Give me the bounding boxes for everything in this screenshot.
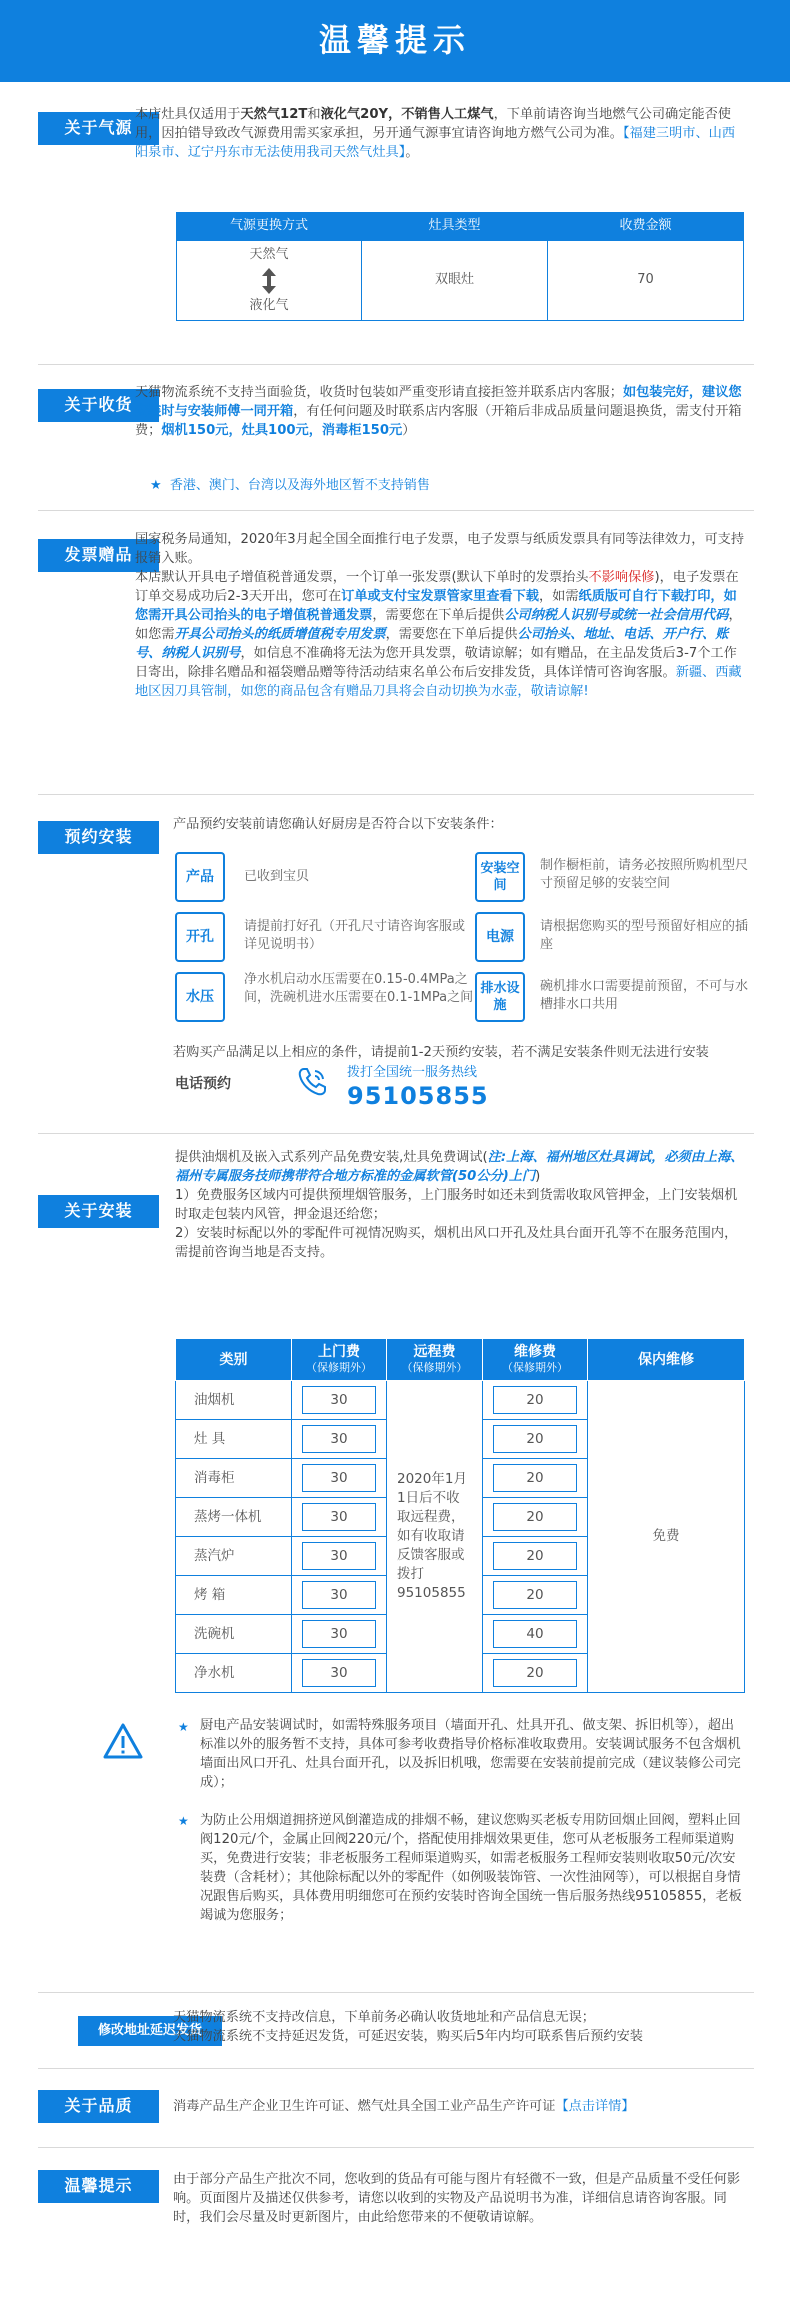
fee-cell-category: 烤 箱 — [176, 1576, 292, 1615]
gas-text-1: 本店灶具仅适用于 — [135, 107, 241, 122]
tag-invoice: 发票赠品 — [38, 539, 159, 572]
quality-licenses: 消毒产品生产企业卫生许可证、燃气灶具全国工业产品生产许可证 — [173, 2099, 556, 2114]
install-paragraph-3: 2）安装时标配以外的零配件可视情况购买，烟机出风口开孔及灶具台面开孔等不在服务范围内，需提前咨询当地是否支持。 — [175, 1226, 738, 1260]
tag-tips: 温馨提示 — [38, 2170, 159, 2203]
fee-repair-value: 20 — [493, 1464, 577, 1492]
fee-repair-value: 20 — [493, 1503, 577, 1531]
gas-text-end: 。 — [405, 145, 419, 160]
fee-visit-value: 30 — [302, 1425, 376, 1453]
drain-icon: 排水设施 — [475, 972, 525, 1022]
gas-unsupported-cities: 【福建三明市、山西阳泉市、辽宁丹东市无法使用我司天然气灶具】 — [135, 126, 736, 160]
divider — [38, 2147, 754, 2148]
fee-cell-category: 蒸烤一体机 — [176, 1498, 292, 1537]
table-row — [176, 1381, 745, 1420]
fee-th-repair-sub: （保修期外） — [502, 1360, 568, 1374]
fee-th-category — [176, 1339, 292, 1381]
pressure-icon: 水压 — [175, 972, 225, 1022]
fee-cell-visit — [292, 1420, 387, 1459]
fee-th-remote — [387, 1339, 483, 1381]
install-note-2: 为防止公用烟道拥挤逆风倒灌造成的排烟不畅，建议您购买老板专用防回烟止回阀，塑料止回阀120元/个，金属止回阀220元/个，搭配使用排烟效果更佳，您可从老板服务工程师渠道购买，免费进行安装；非老板服务工程师渠道购买，如需老板服务工程师安装则收取50元/次安装费（含耗材）；其他除标配以外的零配件（如例吸装饰管、一次性油网等），可以根据自身情况跟售后购买，具体费用明细您可在预约安装时咨询全国统一售后服务热线95105855，老板竭诚为您服务； — [200, 1813, 742, 1923]
fee-cell-category: 洗碗机 — [176, 1615, 292, 1654]
fee-cell-repair — [483, 1420, 588, 1459]
install-paragraph-1 — [175, 1148, 750, 1186]
hotline-number[interactable]: 95105855 — [347, 1082, 489, 1110]
gas-text — [135, 105, 745, 162]
invoice-p2n: 新疆、西藏地区因刀具管制，如您的商品包含有赠品刀具将会自动切换为水壶，敬请谅解! — [135, 665, 742, 699]
receive-text-1: 天猫物流系统不支持当面验货，收货时包装如严重变形请直接拒签并联系店内客服； — [135, 385, 623, 400]
divider — [38, 2068, 754, 2069]
divider — [38, 510, 754, 511]
hole-icon: 开孔 — [175, 912, 225, 962]
fee-th-warranty-label: 保内维修 — [638, 1351, 694, 1368]
divider — [38, 1133, 754, 1134]
tag-book: 预约安装 — [38, 821, 159, 854]
gas-th-type: 灶具类型 — [362, 213, 548, 241]
fee-cell-repair — [483, 1459, 588, 1498]
star-icon: ★ — [178, 1720, 189, 1734]
fee-cell-category: 消毒柜 — [176, 1459, 292, 1498]
gas-cell-fee: 70 — [548, 241, 744, 321]
fee-th-repair — [483, 1339, 588, 1381]
tag-install: 关于安装 — [38, 1195, 159, 1228]
fee-cell-repair — [483, 1615, 588, 1654]
fee-cell-category: 灶 具 — [176, 1420, 292, 1459]
install-paragraph-2: 1）免费服务区域内可提供预埋烟管服务，上门服务时如还未到货需收取风管押金，上门安装烟机时取走包装内风管，押金退还给您； — [175, 1188, 738, 1222]
invoice-paragraph-2 — [135, 568, 745, 701]
fee-repair-value: 20 — [493, 1581, 577, 1609]
invoice-p2h: 公司纳税人识别号或统一社会信用代码 — [504, 608, 729, 623]
fee-visit-value: 30 — [302, 1386, 376, 1414]
install-text — [175, 1148, 750, 1262]
cond-power-text: 请根据您购买的型号预留好相应的插座 — [540, 919, 749, 952]
gas-cell-method — [177, 241, 362, 321]
space-icon: 安装空间 — [475, 852, 525, 902]
gas-th-method: 气源更换方式 — [177, 213, 362, 241]
gas-to: 液化气 — [249, 297, 289, 313]
invoice-p2d: 订单或支付宝发票管家里查看下载 — [341, 589, 539, 604]
invoice-p2b: 不影响保修 — [588, 570, 655, 585]
gas-cell-type: 双眼灶 — [362, 241, 548, 321]
fee-th-visit-label: 上门费 — [318, 1343, 360, 1360]
fee-cell-remote: 2020年1月1日后不收取远程费，如有收取请反馈客服或拨打95105855 — [387, 1381, 483, 1693]
hotline-label: 拨打全国统一服务热线 — [347, 1065, 478, 1080]
star-icon: ★ — [178, 1814, 189, 1828]
fee-repair-value: 40 — [493, 1620, 577, 1648]
fee-repair-value: 20 — [493, 1386, 577, 1414]
cond-pressure-text: 净水机启动水压需要在0.15-0.4MPa之间，洗碗机进水压需要在0.1-1MPa之间 — [244, 972, 474, 1005]
receive-open-fees: 烟机150元，灶具100元，消毒柜150元 — [161, 423, 403, 438]
fee-th-remote-label: 远程费 — [413, 1343, 456, 1360]
fee-cell-visit — [292, 1459, 387, 1498]
fee-cell-repair — [483, 1576, 588, 1615]
address-line-1: 天猫物流系统不支持改信息，下单前务必确认收货地址和产品信息无误； — [173, 2010, 595, 2025]
fee-visit-value: 30 — [302, 1503, 376, 1531]
fee-visit-value: 30 — [302, 1542, 376, 1570]
receive-text-3: ，有任何问题及时联系店内客服（开箱后非成品质量问题退换货，需支付开箱费； — [135, 404, 742, 438]
product-icon: 产品 — [175, 852, 225, 902]
invoice-p2e: ，如需 — [538, 589, 579, 604]
invoice-paragraph-1: 国家税务局通知，2020年3月起全国全面推行电子发票，电子发票与纸质发票具有同等法律效力，可支持报销入账。 — [135, 532, 745, 566]
tag-receive: 关于收货 — [38, 389, 159, 422]
divider — [38, 1992, 754, 1993]
quality-details-link[interactable]: 【点击详情】 — [555, 2099, 635, 2114]
address-text — [173, 2008, 753, 2046]
fee-cell-visit — [292, 1381, 387, 1420]
fee-cell-category: 净水机 — [176, 1654, 292, 1693]
receive-text-5: ） — [402, 423, 416, 438]
fee-cell-visit — [292, 1498, 387, 1537]
fee-th-visit — [292, 1339, 387, 1381]
fee-cell-category: 蒸汽炉 — [176, 1537, 292, 1576]
tips-text: 由于部分产品生产批次不同，您收到的货品有可能与图片有轻微不一致，但是产品质量不受任何影响。页面图片及描述仅供参考，请您以收到的实物及产品说明书为准，详细信息请咨询客服。同时，我们会尽量及时更新图片，由此给您带来的不便敬请谅解。 — [173, 2172, 741, 2225]
install-note-1: 厨电产品安装调试时，如需特殊服务项目（墙面开孔、灶具开孔、做支架、拆旧机等），超出标准以外的服务暂不支持，具体可参考收费指导价格标准收取费用。安装调试服务不包含烟机墙面出风口开孔、灶具台面开孔，以及拆旧机哦，您需要在安装前提前完成（建议装修公司完成）； — [200, 1718, 741, 1790]
invoice-text — [135, 530, 745, 701]
swap-arrow-icon — [262, 268, 276, 294]
tag-address: 修改地址延迟发货 — [78, 2016, 222, 2046]
cond-product-text: 已收到宝贝 — [244, 869, 310, 884]
cond-hole-text: 请提前打好孔（开孔尺寸请咨询客服或详见说明书） — [244, 919, 466, 952]
fee-repair-value: 20 — [493, 1425, 577, 1453]
gas-liquefied: 液化气20Y — [320, 107, 389, 122]
fee-table — [175, 1338, 745, 1693]
phone-icon — [296, 1065, 330, 1099]
cond-drain-text: 碗机排水口需要提前预留，不可与水槽排水口共用 — [540, 979, 749, 1012]
fee-th-warranty — [588, 1339, 745, 1381]
receive-text — [135, 383, 745, 440]
fee-cell-warranty: 免费 — [588, 1381, 745, 1693]
gas-table — [176, 212, 744, 321]
quality-text — [173, 2097, 753, 2116]
fee-cell-category: 油烟机 — [176, 1381, 292, 1420]
fee-th-repair-label: 维修费 — [514, 1343, 556, 1360]
fee-cell-repair — [483, 1654, 588, 1693]
invoice-p2j: 开具公司抬头的纸质增值税专用发票 — [174, 627, 386, 642]
gas-and: 和 — [307, 107, 321, 122]
fee-cell-visit — [292, 1654, 387, 1693]
book-intro: 产品预约安装前请您确认好厨房是否符合以下安装条件： — [173, 817, 503, 832]
fee-cell-visit — [292, 1615, 387, 1654]
receive-note-text: 香港、澳门、台湾以及海外地区暂不支持销售 — [169, 478, 430, 493]
receive-note — [150, 476, 430, 496]
receive-open-together: 如包装完好，建议您安装时与安装师傅一同开箱 — [135, 385, 742, 419]
invoice-p2f: 纸质版可自行下载打印，如您需开具公司抬头的电子增值税普通发票 — [135, 589, 737, 623]
fee-visit-value: 30 — [302, 1464, 376, 1492]
fee-visit-value: 30 — [302, 1659, 376, 1687]
gas-th-fee: 收费金额 — [548, 213, 744, 241]
invoice-p2i: ，如您需 — [135, 608, 742, 642]
phone-booking-label: 电话预约 — [175, 1076, 231, 1092]
fee-visit-value: 30 — [302, 1620, 376, 1648]
invoice-p2k: ，需要您在下单后提供 — [385, 627, 518, 642]
gas-no-coal-gas: ，不销售人工煤气 — [388, 107, 494, 122]
gas-natural-gas: 天然气12T — [240, 107, 308, 122]
power-icon: 电源 — [475, 912, 525, 962]
fee-visit-value: 30 — [302, 1581, 376, 1609]
install-p1-note: 注:上海、福州地区灶具调试，必须由上海、福州专属服务技师携带符合地方标准的金属软管(50公分)上门 — [175, 1150, 744, 1184]
invoice-p2m: ，如信息不准确将无法为您开具发票，敬请谅解；如有赠品，在主品发货后3-7个工作日寄出，除排名赠品和福袋赠品赠等待活动结束名单公布后安排发货，具体详情可咨询客服。 — [135, 646, 737, 680]
tag-gas: 关于气源 — [38, 112, 159, 145]
invoice-p2l: 公司抬头、地址、电话、开户行、账号、纳税人识别号 — [135, 627, 729, 661]
fee-th-remote-sub: （保修期外） — [401, 1360, 468, 1374]
star-icon: ★ — [150, 478, 162, 493]
fee-cell-visit — [292, 1576, 387, 1615]
fee-cell-repair — [483, 1381, 588, 1420]
install-p1: 提供油烟机及嵌入式系列产品免费安装,灶具免费调试( — [175, 1150, 488, 1165]
fee-repair-value: 20 — [493, 1542, 577, 1570]
gas-from: 天然气 — [249, 247, 289, 263]
invoice-p2c: )，电子发票在订单交易成功后2-3天开出，您可在 — [135, 570, 739, 604]
fee-cell-repair — [483, 1498, 588, 1537]
gas-text-rest: ，下单前请咨询当地燃气公司确定能否使用，因拍错导致改气源费用需买家承担，另开通气源事宜请咨询地方燃气公司为准。 — [135, 107, 731, 141]
fee-th-visit-sub: （保修期外） — [306, 1360, 372, 1374]
fee-cell-visit — [292, 1537, 387, 1576]
cond-space-text: 制作橱柜前，请务必按照所购机型尺寸预留足够的安装空间 — [540, 858, 749, 891]
divider — [38, 364, 754, 365]
divider — [38, 794, 754, 795]
fee-cell-repair — [483, 1537, 588, 1576]
fee-repair-value: 20 — [493, 1659, 577, 1687]
invoice-p2g: ，需要您在下单后提供 — [372, 608, 505, 623]
tag-quality: 关于品质 — [38, 2090, 159, 2123]
invoice-p2a: 本店默认开具电子增值税普通发票，一个订单一张发票(默认下单时的发票抬头 — [135, 570, 589, 585]
banner — [0, 0, 790, 82]
install-p1-end: ) — [535, 1169, 541, 1184]
address-line-2: 天猫物流系统不支持延迟发货，可延迟安装，购买后5年内均可联系售后预约安装 — [173, 2029, 643, 2044]
book-note: 若购买产品满足以上相应的条件，请提前1-2天预约安装，若不满足安装条件则无法进行安装 — [173, 1045, 709, 1060]
banner-title: 温馨提示 — [318, 21, 471, 60]
warning-icon — [102, 1722, 144, 1760]
fee-th-category-label: 类别 — [219, 1351, 248, 1368]
